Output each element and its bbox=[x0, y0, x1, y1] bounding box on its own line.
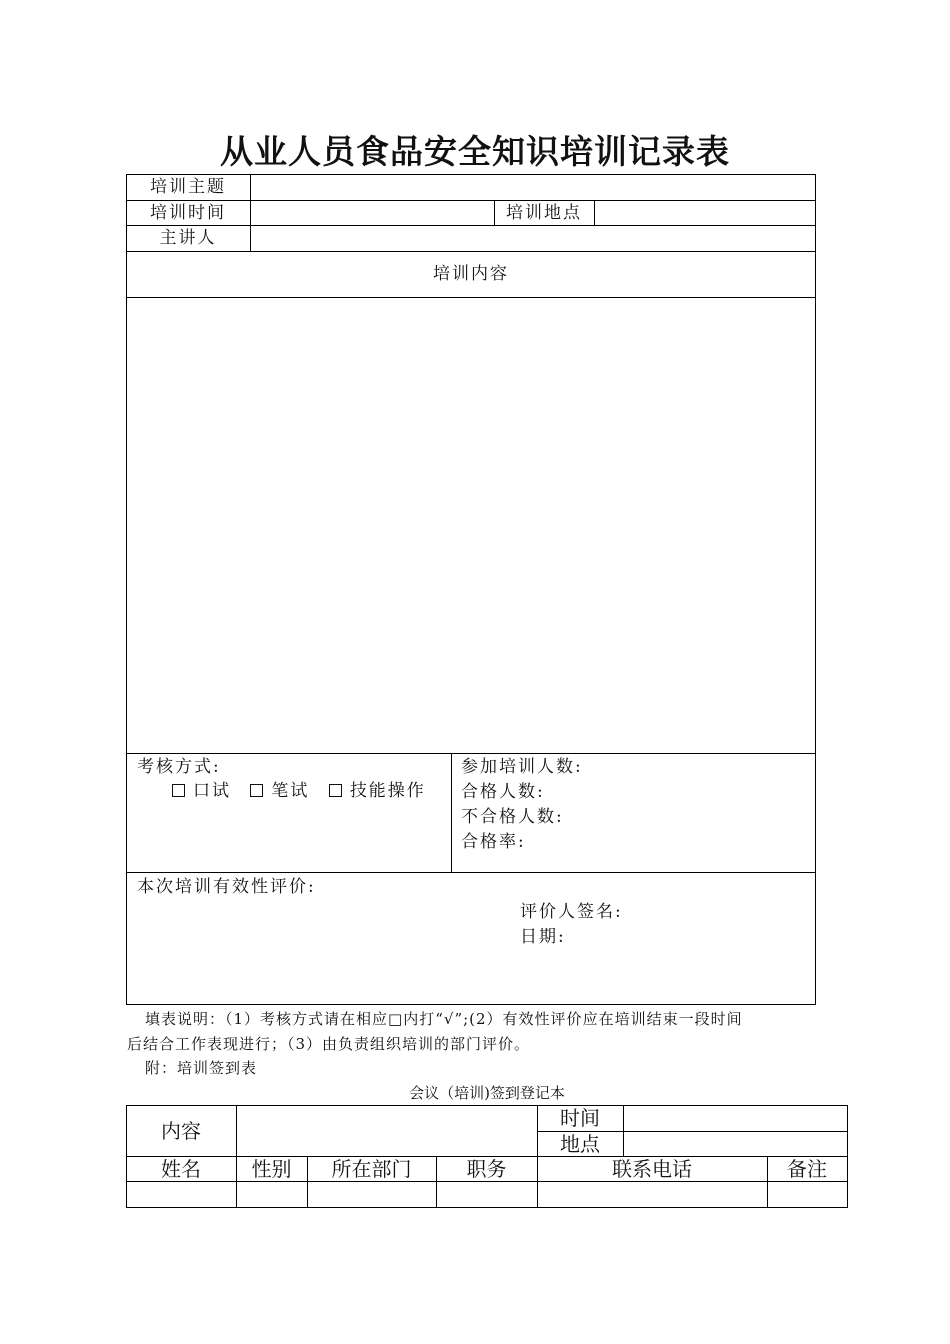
notes-line-1: 填表说明：（1）考核方式请在相应□内打“√”;(2）有效性评价应在培训结束一段时间 bbox=[145, 1010, 743, 1028]
evaluator-label: 评价人签名: bbox=[520, 902, 623, 922]
pass-rate-label: 合格率: bbox=[461, 832, 526, 852]
checkbox-icon[interactable] bbox=[250, 784, 263, 797]
option-oral-label: 口试 bbox=[193, 781, 231, 801]
column-header-remarks: 备注 bbox=[787, 1157, 827, 1181]
column-header-department: 所在部门 bbox=[331, 1157, 412, 1181]
option-skill[interactable] bbox=[329, 781, 426, 801]
assessment-label: 考核方式: bbox=[137, 757, 221, 777]
unqualified-label: 不合格人数: bbox=[461, 807, 564, 827]
signin-title: 会议（培训)签到登记本 bbox=[409, 1084, 565, 1102]
signin-content-label: 内容 bbox=[161, 1119, 201, 1143]
speaker-field[interactable] bbox=[252, 227, 814, 250]
signin-content-field[interactable] bbox=[238, 1107, 536, 1155]
content-header: 培训内容 bbox=[433, 264, 509, 284]
option-written[interactable] bbox=[250, 781, 309, 801]
participants-label: 参加培训人数: bbox=[461, 757, 583, 777]
time-field[interactable] bbox=[252, 202, 493, 224]
page-title: 从业人员食品安全知识培训记录表 bbox=[220, 132, 730, 171]
assessment-options bbox=[172, 781, 440, 801]
notes-line-2: 后结合工作表现进行；（3）由负责组织培训的部门评价。 bbox=[127, 1035, 531, 1053]
column-header-position: 职务 bbox=[466, 1157, 507, 1181]
column-header-name: 姓名 bbox=[161, 1157, 201, 1181]
option-oral[interactable] bbox=[172, 781, 231, 801]
topic-field[interactable] bbox=[252, 176, 814, 199]
effectiveness-label: 本次培训有效性评价: bbox=[137, 877, 316, 897]
checkbox-icon[interactable] bbox=[329, 784, 342, 797]
qualified-label: 合格人数: bbox=[461, 782, 545, 802]
option-skill-label: 技能操作 bbox=[349, 781, 426, 801]
attachment-note: 附：培训签到表 bbox=[145, 1059, 258, 1077]
table-row[interactable] bbox=[126, 1182, 848, 1207]
column-header-phone: 联系电话 bbox=[612, 1157, 692, 1181]
column-header-gender: 性别 bbox=[251, 1157, 292, 1181]
location-field[interactable] bbox=[596, 202, 814, 224]
checkbox-icon[interactable] bbox=[172, 784, 185, 797]
signin-time-field[interactable] bbox=[625, 1107, 846, 1130]
signin-location-field[interactable] bbox=[625, 1133, 846, 1155]
signin-location-label: 地点 bbox=[560, 1132, 600, 1156]
location-label: 培训地点 bbox=[506, 203, 582, 223]
content-area[interactable] bbox=[128, 299, 814, 751]
time-label: 培训时间 bbox=[150, 203, 226, 223]
date-label: 日期: bbox=[520, 927, 566, 947]
signin-time-label: 时间 bbox=[560, 1106, 600, 1130]
option-written-label: 笔试 bbox=[271, 781, 310, 801]
topic-label: 培训主题 bbox=[150, 177, 226, 197]
speaker-label: 主讲人 bbox=[159, 228, 217, 248]
